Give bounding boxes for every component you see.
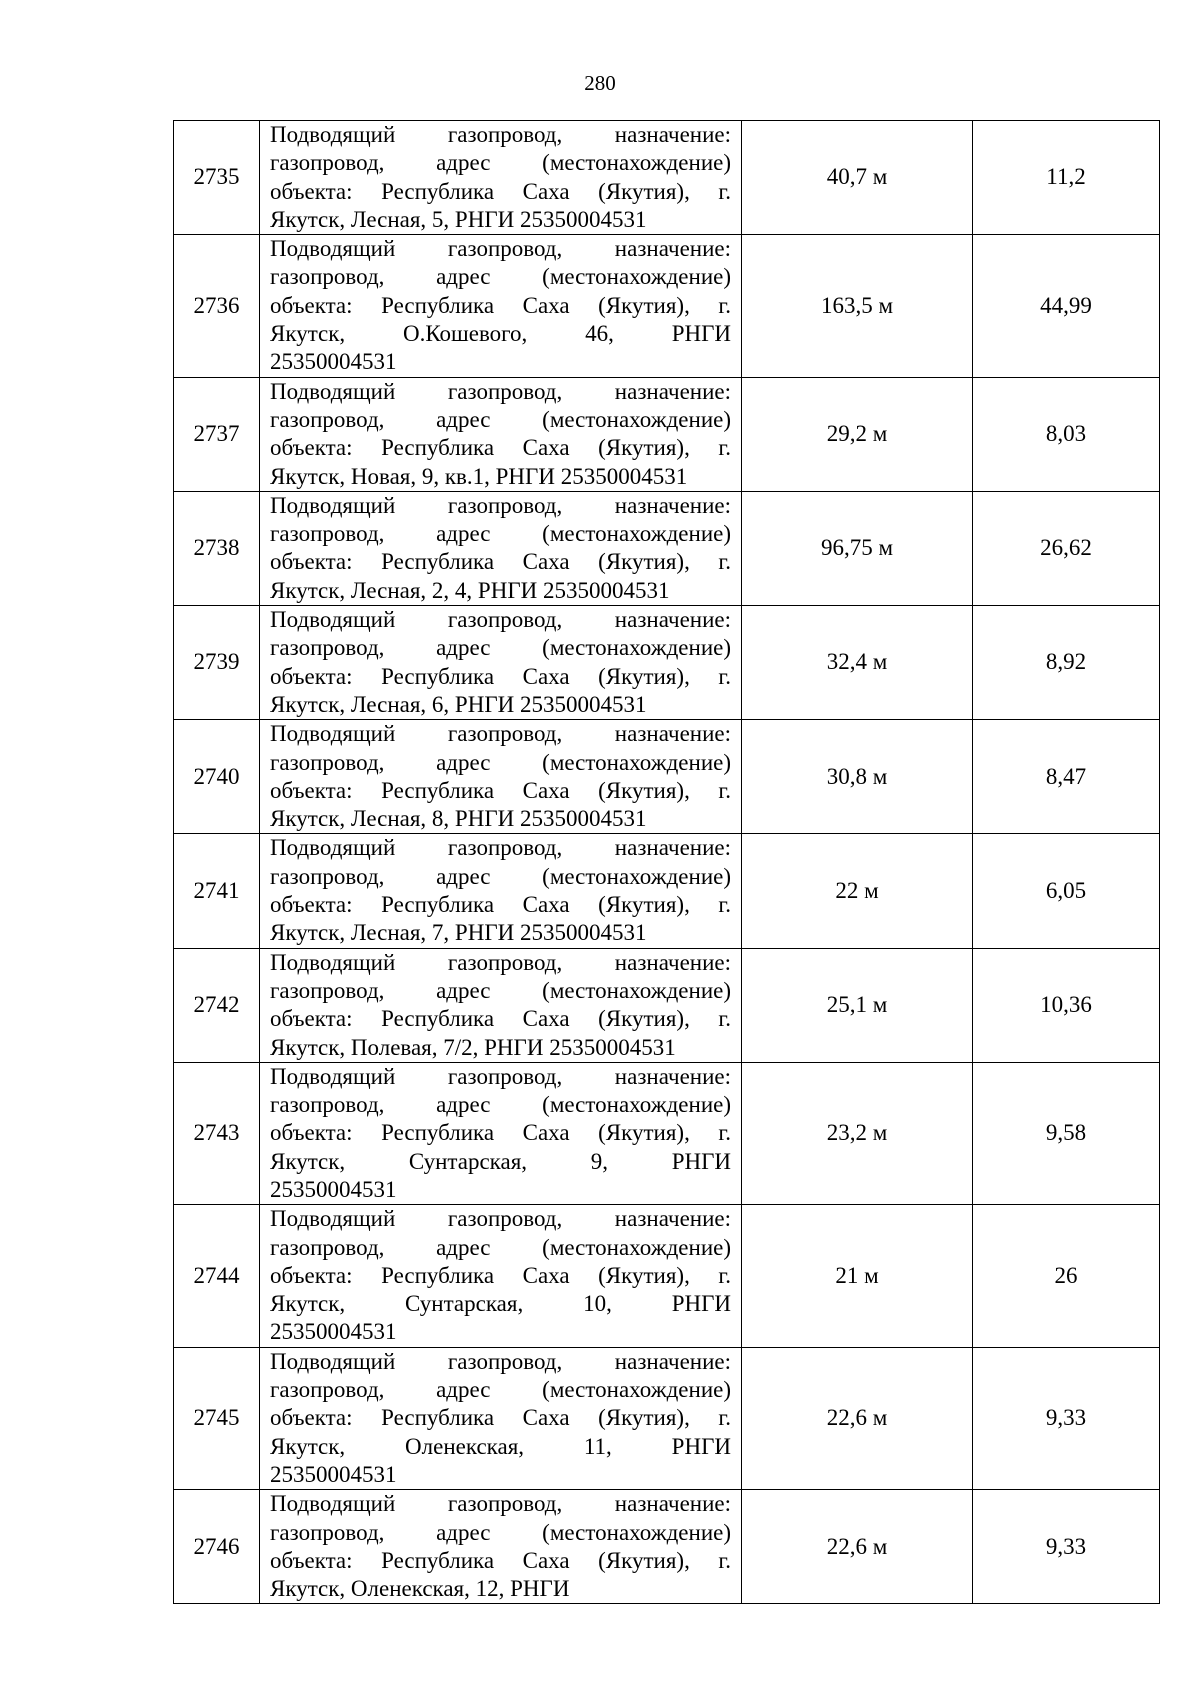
description-line: 25350004531: [270, 1319, 397, 1345]
description-line: объекта: Республика Саха (Якутия), г.: [270, 1547, 731, 1573]
table-row: [174, 1062, 1160, 1204]
value-cell: 6,05: [973, 834, 1160, 948]
description-line: газопровод, адрес (местонахождение): [270, 521, 731, 547]
description-line: газопровод, адрес (местонахождение): [270, 406, 731, 432]
description-line: газопровод, адрес (местонахождение): [270, 1519, 731, 1545]
description-line: Подводящий газопровод, назначение:: [270, 721, 731, 747]
value-cell: 11,2: [973, 121, 1160, 235]
description-line: 25350004531: [270, 349, 397, 375]
row-number-cell: 2742: [174, 948, 260, 1062]
value-cell: 8,03: [973, 377, 1160, 491]
description-cell: [260, 948, 742, 1062]
description-cell: [260, 1062, 742, 1204]
row-number-cell: 2736: [174, 235, 260, 377]
description-line: 25350004531: [270, 1461, 397, 1487]
description-line: Подводящий газопровод, назначение:: [270, 378, 731, 404]
description-cell: [260, 720, 742, 834]
description-line: Подводящий газопровод, назначение:: [270, 607, 731, 633]
row-number-cell: 2738: [174, 491, 260, 605]
description-line: Якутск, Сунтарская, 9, РНГИ: [270, 1148, 731, 1174]
table-body: [174, 121, 1160, 1604]
length-cell: 21 м: [742, 1205, 973, 1347]
row-number-cell: 2744: [174, 1205, 260, 1347]
description-line: Якутск, Лесная, 5, РНГИ 25350004531: [270, 206, 647, 232]
table-row: [174, 235, 1160, 377]
length-cell: 40,7 м: [742, 121, 973, 235]
length-cell: 96,75 м: [742, 491, 973, 605]
description-line: Подводящий газопровод, назначение:: [270, 1491, 731, 1517]
description-line: газопровод, адрес (местонахождение): [270, 635, 731, 661]
row-number-cell: 2735: [174, 121, 260, 235]
description-line: Якутск, Полевая, 7/2, РНГИ 25350004531: [270, 1034, 676, 1060]
row-number-cell: 2746: [174, 1490, 260, 1604]
description-line: объекта: Республика Саха (Якутия), г.: [270, 777, 731, 803]
description-cell: [260, 1205, 742, 1347]
description-line: объекта: Республика Саха (Якутия), г.: [270, 1262, 731, 1288]
table-row: [174, 606, 1160, 720]
value-cell: 8,92: [973, 606, 1160, 720]
description-line: Якутск, Оленекская, 12, РНГИ: [270, 1576, 570, 1602]
description-cell: [260, 121, 742, 235]
description-line: Подводящий газопровод, назначение:: [270, 1063, 731, 1089]
description-line: 25350004531: [270, 1176, 397, 1202]
description-line: Подводящий газопровод, назначение:: [270, 835, 731, 861]
description-line: Подводящий газопровод, назначение:: [270, 949, 731, 975]
table-row: [174, 121, 1160, 235]
table-row: [174, 948, 1160, 1062]
description-line: Якутск, Лесная, 2, 4, РНГИ 25350004531: [270, 577, 670, 603]
description-line: газопровод, адрес (местонахождение): [270, 1092, 731, 1118]
length-cell: 25,1 м: [742, 948, 973, 1062]
table-row: [174, 1205, 1160, 1347]
description-line: объекта: Республика Саха (Якутия), г.: [270, 549, 731, 575]
length-cell: 22,6 м: [742, 1347, 973, 1489]
description-line: объекта: Республика Саха (Якутия), г.: [270, 892, 731, 918]
description-line: газопровод, адрес (местонахождение): [270, 863, 731, 889]
description-line: Подводящий газопровод, назначение:: [270, 1348, 731, 1374]
description-line: Подводящий газопровод, назначение:: [270, 122, 731, 147]
description-line: газопровод, адрес (местонахождение): [270, 977, 731, 1003]
description-cell: [260, 1490, 742, 1604]
description-line: Якутск, Новая, 9, кв.1, РНГИ 25350004531: [270, 463, 688, 489]
description-line: объекта: Республика Саха (Якутия), г.: [270, 292, 731, 318]
table-row: [174, 1490, 1160, 1604]
description-cell: [260, 235, 742, 377]
description-line: объекта: Республика Саха (Якутия), г.: [270, 1120, 731, 1146]
description-line: объекта: Республика Саха (Якутия), г.: [270, 1006, 731, 1032]
length-cell: 22,6 м: [742, 1490, 973, 1604]
row-number-cell: 2745: [174, 1347, 260, 1489]
description-cell: [260, 834, 742, 948]
description-line: Якутск, Лесная, 6, РНГИ 25350004531: [270, 691, 647, 717]
description-cell: [260, 606, 742, 720]
description-line: Подводящий газопровод, назначение:: [270, 1206, 731, 1232]
row-number-cell: 2739: [174, 606, 260, 720]
length-cell: 29,2 м: [742, 377, 973, 491]
value-cell: 26,62: [973, 491, 1160, 605]
table-row: [174, 377, 1160, 491]
value-cell: 9,33: [973, 1347, 1160, 1489]
row-number-cell: 2740: [174, 720, 260, 834]
description-line: газопровод, адрес (местонахождение): [270, 749, 731, 775]
value-cell: 26: [973, 1205, 1160, 1347]
length-cell: 163,5 м: [742, 235, 973, 377]
length-cell: 32,4 м: [742, 606, 973, 720]
table-row: [174, 720, 1160, 834]
description-cell: [260, 377, 742, 491]
table-row: [174, 834, 1160, 948]
description-line: Якутск, О.Кошевого, 46, РНГИ: [270, 321, 731, 347]
length-cell: 22 м: [742, 834, 973, 948]
table-row: [174, 491, 1160, 605]
length-cell: 30,8 м: [742, 720, 973, 834]
description-line: Подводящий газопровод, назначение:: [270, 492, 731, 518]
description-line: Якутск, Сунтарская, 10, РНГИ: [270, 1291, 731, 1317]
description-line: газопровод, адрес (местонахождение): [270, 1377, 731, 1403]
page-number: 280: [584, 71, 616, 95]
row-number-cell: 2741: [174, 834, 260, 948]
description-line: Подводящий газопровод, назначение:: [270, 236, 731, 262]
description-line: Якутск, Лесная, 7, РНГИ 25350004531: [270, 920, 647, 946]
description-line: объекта: Республика Саха (Якутия), г.: [270, 178, 731, 204]
description-line: газопровод, адрес (местонахождение): [270, 150, 731, 176]
value-cell: 9,33: [973, 1490, 1160, 1604]
row-number-cell: 2737: [174, 377, 260, 491]
description-line: объекта: Республика Саха (Якутия), г.: [270, 1405, 731, 1431]
property-table: [173, 120, 1160, 1604]
length-cell: 23,2 м: [742, 1062, 973, 1204]
description-cell: [260, 1347, 742, 1489]
description-cell: [260, 491, 742, 605]
description-line: Якутск, Лесная, 8, РНГИ 25350004531: [270, 806, 647, 832]
description-line: газопровод, адрес (местонахождение): [270, 1234, 731, 1260]
description-line: объекта: Республика Саха (Якутия), г.: [270, 435, 731, 461]
table-row: [174, 1347, 1160, 1489]
value-cell: 10,36: [973, 948, 1160, 1062]
value-cell: 9,58: [973, 1062, 1160, 1204]
value-cell: 44,99: [973, 235, 1160, 377]
value-cell: 8,47: [973, 720, 1160, 834]
description-line: Якутск, Оленекская, 11, РНГИ: [270, 1433, 731, 1459]
description-line: объекта: Республика Саха (Якутия), г.: [270, 663, 731, 689]
row-number-cell: 2743: [174, 1062, 260, 1204]
description-line: газопровод, адрес (местонахождение): [270, 264, 731, 290]
